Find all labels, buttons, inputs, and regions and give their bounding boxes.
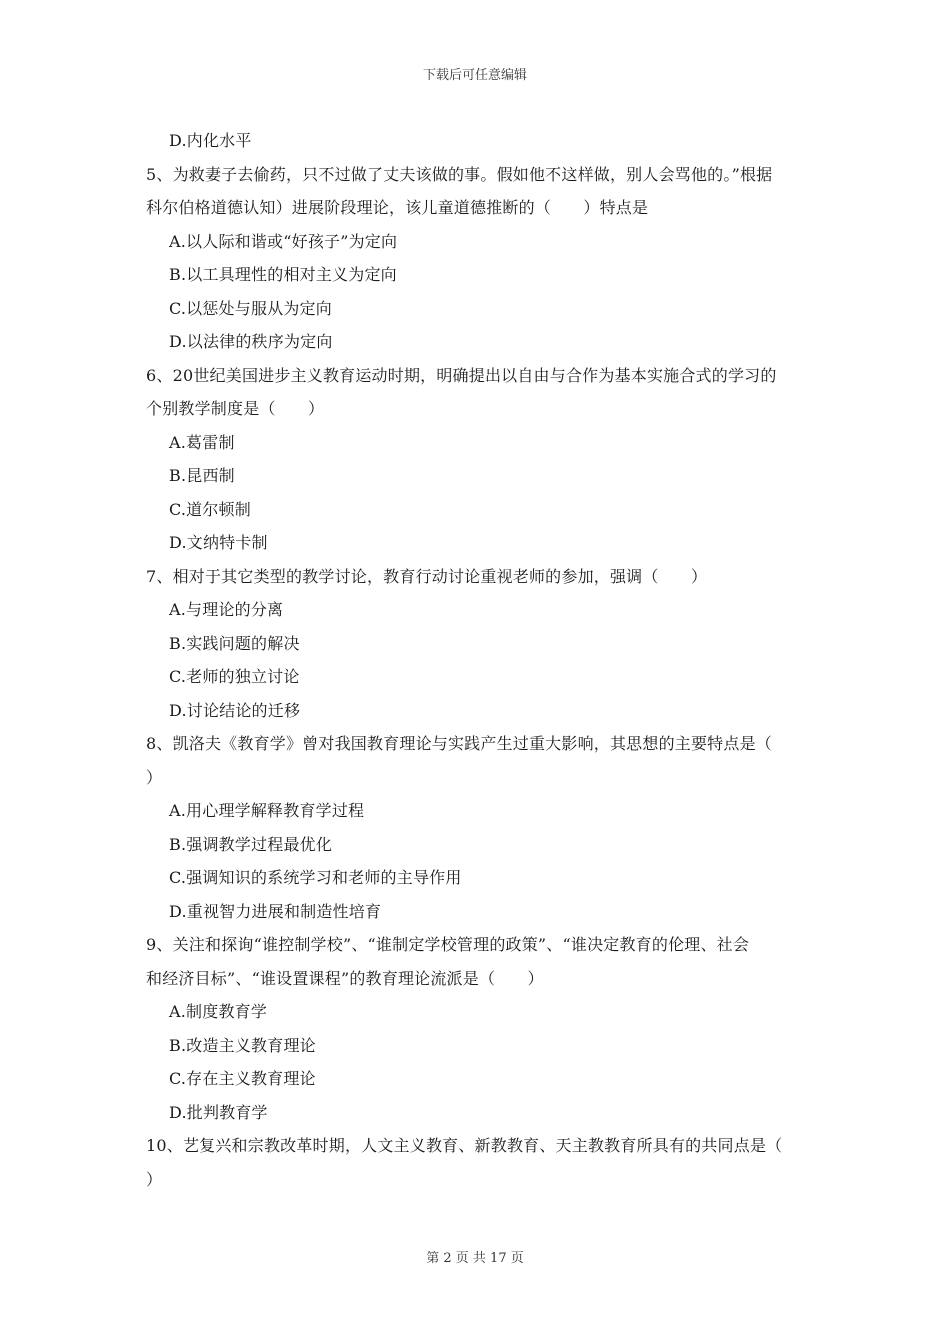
question-line: 8、凯洛夫《教育学》曾对我国教育理论与实践产生过重大影响，其思想的主要特点是（ <box>146 734 772 753</box>
option-line: C.存在主义教育理论 <box>169 1069 316 1088</box>
option-line: B.实践问题的解决 <box>169 633 300 653</box>
option-line: D.文纳特卡制 <box>169 533 268 552</box>
option-line: A.用心理学解释教育学过程 <box>169 801 365 820</box>
option-line: A.以人际和谐或“好孩子”为定向 <box>169 231 398 251</box>
question-continuation: 和经济目标”、“谁设置课程”的教育理论流派是（ ） <box>146 968 544 988</box>
option-line: D.批判教育学 <box>169 1102 268 1122</box>
question-continuation: 科尔伯格道德认知）进展阶段理论，该儿童道德推断的（ ）特点是 <box>146 198 649 217</box>
page-footer: 第 2 页 共 17 页 <box>426 1251 524 1266</box>
question-line: 9、关注和探询“谁控制学校”、“谁制定学校管理的政策”、“谁决定教育的伦理、社会 <box>146 935 750 954</box>
question-continuation: ） <box>146 767 163 787</box>
option-line: C.强调知识的系统学习和老师的主导作用 <box>169 868 462 887</box>
option-line: D.讨论结论的迁移 <box>169 700 301 720</box>
option-line: C.道尔顿制 <box>169 499 251 519</box>
option-line: D.内化水平 <box>169 131 252 150</box>
option-line: A.制度教育学 <box>169 1002 268 1021</box>
question-line: 5、为救妻子去偷药，只不过做了丈夫该做的事。假如他不这样做，别人会骂他的。”根据 <box>146 164 773 184</box>
question-line: 7、相对于其它类型的教学讨论，教育行动讨论重视老师的参加，强调（ ） <box>146 566 708 586</box>
option-line: A.葛雷制 <box>169 432 235 452</box>
question-continuation: 个别教学制度是（ ） <box>146 399 325 418</box>
option-line: D.以法律的秩序为定向 <box>169 332 333 351</box>
option-line: C.老师的独立讨论 <box>169 667 300 686</box>
question-continuation: ） <box>146 1169 163 1189</box>
question-line: 6、20世纪美国进步主义教育运动时期，明确提出以自由与合作为基本实施合式的学习的 <box>146 365 777 385</box>
option-line: B.以工具理性的相对主义为定向 <box>169 265 397 284</box>
option-line: A.与理论的分离 <box>169 600 284 619</box>
question-line: 10、艺复兴和宗教改革时期，人文主义教育、新教教育、天主教教育所具有的共同点是（ <box>146 1136 783 1155</box>
document-body <box>146 124 806 1196</box>
option-line: B.改造主义教育理论 <box>169 1035 316 1055</box>
option-line: B.强调教学过程最优化 <box>169 834 333 854</box>
option-line: D.重视智力进展和制造性培育 <box>169 901 382 921</box>
page-header: 下载后可任意编辑 <box>422 68 527 83</box>
option-line: B.昆西制 <box>169 466 235 485</box>
option-line: C.以惩处与服从为定向 <box>169 298 332 318</box>
